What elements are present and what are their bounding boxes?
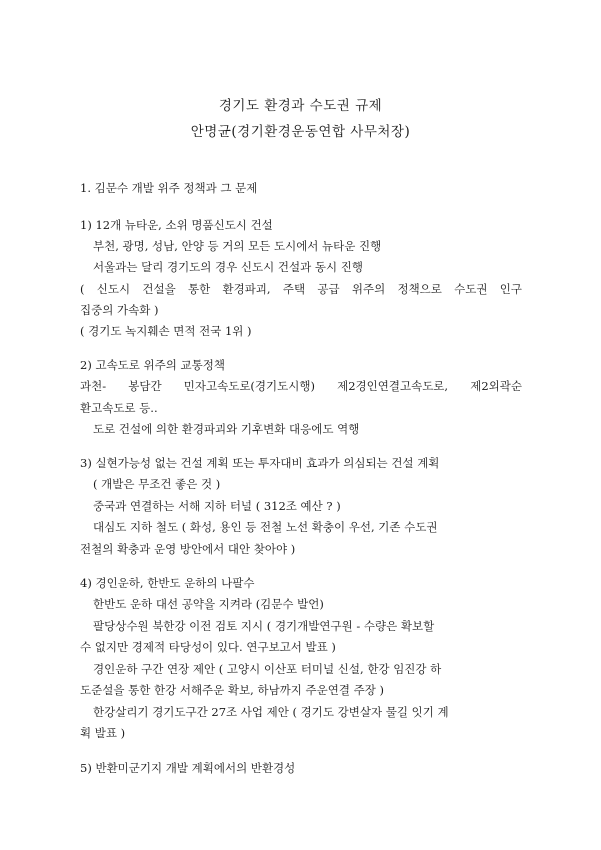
item-line: 경인운하 구간 연장 제안 ( 고양시 이산포 터미널 신설, 한강 임진강 하 — [93, 662, 442, 676]
item-heading: 5) 반환미군기지 개발 계획에서의 반환경성 — [80, 761, 296, 775]
item-line: ( 개발은 무조건 좋은 것 ) — [93, 477, 221, 491]
item-line: 서울과는 달리 경기도의 경우 신도시 건설과 동시 진행 — [93, 260, 363, 274]
item-line: 전철의 확충과 운영 방안에서 대안 찾아야 ) — [80, 542, 296, 556]
item-heading: 3) 실현가능성 없는 건설 계획 또는 투자대비 효과가 의심되는 건설 계획 — [80, 456, 440, 470]
document-subtitle: 안명균(경기환경운동연합 사무처장) — [190, 124, 411, 140]
item-line: 수 없지만 경제적 타당성이 있다. 연구보고서 발표 ) — [80, 640, 336, 654]
item-line: 도준설을 통한 한강 서해주운 확보, 하남까지 주운연결 주장 ) — [80, 683, 384, 697]
item-line: 부천, 광명, 성남, 안양 등 거의 모든 도시에서 뉴타운 진행 — [93, 239, 382, 253]
document-title: 경기도 환경과 수도권 규제 — [218, 98, 383, 114]
item-line: 도로 건설에 의한 환경파괴와 기후변화 대응에도 역행 — [93, 422, 360, 436]
item-heading: 1) 12개 뉴타운, 소위 명품신도시 건설 — [80, 218, 273, 232]
item-line: 한반도 운하 대선 공약을 지켜라 (김문수 발언) — [93, 597, 324, 611]
item-line: ( 신도시 건설을 통한 환경파괴, 주택 공급 위주의 정책으로 수도권 인구 — [80, 282, 522, 296]
item-line: 대심도 지하 철도 ( 화성, 용인 등 전철 노선 확충이 우선, 기존 수도권 — [93, 520, 438, 534]
item-line: 환고속도로 등.. — [80, 401, 158, 415]
item-line: 집중의 가속화 ) — [80, 303, 159, 317]
item-line: ( 경기도 녹지훼손 면적 전국 1위 ) — [80, 324, 252, 338]
item-heading: 4) 경인운하, 한반도 운하의 나팔수 — [80, 576, 255, 590]
item-line: 획 발표 ) — [80, 726, 126, 740]
item-line: 팔당상수원 북한강 이전 검토 지시 ( 경기개발연구원 - 수량은 확보할 — [93, 619, 435, 633]
item-line: 중국과 연결하는 서해 지하 터널 ( 312조 예산 ? ) — [93, 499, 341, 513]
item-line: 과천- 봉담간 민자고속도로(경기도시행) 제2경인연결고속도로, 제2외곽순 — [80, 379, 522, 393]
item-heading: 2) 고속도로 위주의 교통정책 — [80, 358, 225, 372]
item-line: 한강살리기 경기도구간 27조 사업 제안 ( 경기도 강변살자 물길 잇기 계 — [93, 705, 449, 719]
section-heading: 1. 김문수 개발 위주 정책과 그 문제 — [80, 181, 258, 195]
